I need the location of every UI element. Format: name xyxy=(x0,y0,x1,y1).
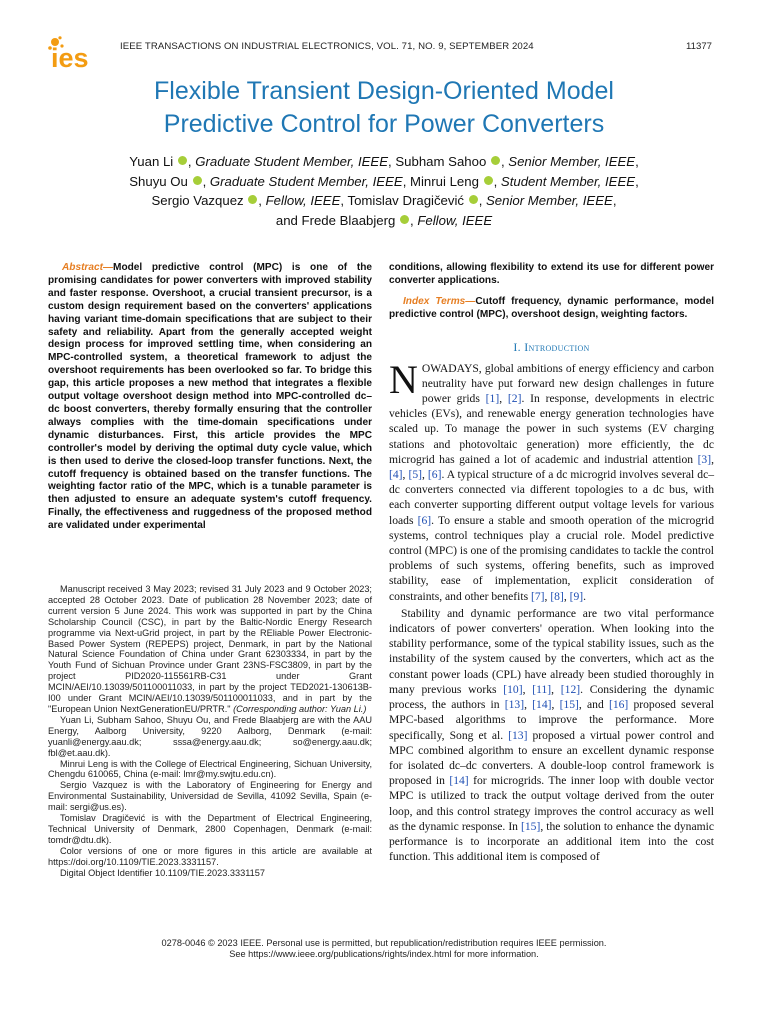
author-name: Minrui Leng xyxy=(410,173,479,189)
orcid-icon[interactable] xyxy=(484,176,493,185)
citation-link[interactable]: [13] xyxy=(504,698,525,712)
citation-link[interactable]: [10] xyxy=(503,682,523,696)
citation-link[interactable]: [6] xyxy=(427,468,442,482)
abstract xyxy=(48,262,372,533)
page-number: 11377 xyxy=(686,41,712,52)
author-role: Senior Member, IEEE xyxy=(508,154,636,169)
citation-link[interactable]: [1] xyxy=(485,392,500,406)
section-numeral: I. xyxy=(513,339,521,354)
author-name: Shuyu Ou xyxy=(129,173,188,189)
intro-paragraph-1: NOWADAYS, global ambitions of energy efficiency and carbon neutrality have put forward new design challenges in future power grids [1], [2]. In response, developments in electric vehicles (EVs), and renewable energy generation technologies have scaled up. To manage the power in such systems (EV charging stations and photovoltaic generation) more efficiently, the dc microgrid has gained a lot of academic and industrial attention [3], [4], [5], [6]. A typical structure of a dc microgrid involves several dc–dc converters connected via different topologies to a dc bus, with each converter supporting different output voltage levels for various loads [6]. To ensure a stable and smooth operation of the microgrid systems, control techniques play a crucial role. Model predictive control (MPC) is one of the promising candidates to tackle the control problems of such systems, offering benefits, such as improved stability, ease of implementation, explicit consideration of constraints, and other benefits [7], [8], [9]. xyxy=(389,356,715,603)
citation-link[interactable]: [7] xyxy=(530,589,545,603)
intro-paragraph-2: Stability and dynamic performance are two vital performance indicators of power converters' operation. When looking into the stability performance, some of the typical stability issues, such as the instability of the system caused by the converters, which act as the constant power loads (CPL) have already been studied thoroughly in many previous works [10], [11], [12]. Considering the dynamic process, the authors in [13], [14], [15], and [16] proposed several MPC-based algorithms to improve the performance. More specifically, Song et al. [13] proposed a virtual power control and MPC combined algorithm to ensure an excellent dynamic response for isolated dc–dc converters. A double-loop control framework is proposed in [14] for microgrids. The inner loop with double vector MPC is utilized to track the output voltage derived from the outer loop, and this control strategy improves the control accuracy as well as the dynamic response. In [15], the solution to enhance the dynamic performance is to incorporate an additional item into the cost function. This additional item is composed of xyxy=(389,606,715,864)
author-line-3: Sergio Vazquez , Fellow, IEEE, Tomislav Dragičević , Senior Member, IEEE, xyxy=(151,193,617,208)
citation-link[interactable]: [8] xyxy=(550,589,564,603)
index-terms-text: Cutoff frequency, dynamic performance, model predictive control (MPC), overshoot design, weighting factors. xyxy=(389,295,715,320)
copyright-line-1: 0278-0046 © 2023 IEEE. Personal use is permitted, but republication/redistribution requires IEEE permission. xyxy=(161,938,607,948)
orcid-icon[interactable] xyxy=(491,156,500,165)
section-heading-introduction xyxy=(389,340,714,355)
author-role: Fellow, IEEE xyxy=(417,212,493,228)
citation-link[interactable]: [3] xyxy=(697,452,712,466)
ies-logo xyxy=(48,36,106,70)
right-column xyxy=(389,262,714,864)
drop-cap: N xyxy=(389,356,418,402)
citation-link[interactable]: [12] xyxy=(560,682,581,696)
journal-name: IEEE TRANSACTIONS ON INDUSTRIAL ELECTRONICS, VOL. 71, NO. 9, SEPTEMBER 2024 xyxy=(120,41,534,52)
author-role: Fellow, IEEE xyxy=(265,193,341,208)
citation-link[interactable]: [15] xyxy=(521,819,541,833)
citation-link[interactable]: [15] xyxy=(559,698,579,712)
author-name: Yuan Li xyxy=(129,154,174,169)
author-name: Subham Sahoo xyxy=(395,154,487,169)
author-role: Senior Member, IEEE xyxy=(486,193,613,208)
citation-link[interactable]: [2] xyxy=(507,392,522,406)
orcid-icon[interactable] xyxy=(400,215,409,224)
author-role: Graduate Student Member, IEEE xyxy=(209,173,403,189)
title-line-1: Flexible Transient Design-Oriented Model xyxy=(154,77,614,105)
footnote-manuscript: Manuscript received 3 May 2023; revised 31 July 2023 and 9 October 2023; accepted 28 October 2023. Date of publication 28 November 2023; date of current version 5 June 2024. This work was supported in part by the China Scholarship Council (CSC), in part by the Baltic-Nordic Energy Research programme via Next-uGrid project, in part by the REliable Power Electronic-Based Power System (REPEPS) project, Denmark, in part by the National Natural Science Foundation of China under Grant 62303334, in part by the Youth Fund of Sichuan Province under Grant 23NS-FSC3809, in part by the project PID2020-115561RB-C31 under Grant MCIN/AEI/10.13039/501100011033, in part by the project TED2021-130613B-I00 under Grant MCIN/AEI/10.13039/501100011033, and in part by the "European Union NextGenerationEU/PRTR." (Corresponding author: Yuan Li.) xyxy=(48,584,372,714)
left-column xyxy=(48,262,372,533)
section-title: Introduction xyxy=(524,339,590,354)
author-name: Tomislav Dragičević xyxy=(347,193,465,208)
footnote-affiliation: Tomislav Dragičević is with the Department of Electrical Engineering, Technical University of Denmark, 2800 Copenhagen, Denmark (e-mail: tomdr@dtu.dk). xyxy=(48,813,372,845)
footnote-color-versions: Color versions of one or more figures in this article are available at https://doi.org/10.1109/TIE.2023.3331157. xyxy=(48,845,372,867)
page-header xyxy=(48,36,720,70)
author-name: Sergio Vazquez xyxy=(151,193,244,208)
footnote-affiliation: Sergio Vazquez is with the Laboratory of Engineering for Energy and Environmental Sustainability, Universidad de Sevilla, 41092 Sevilla, Spain (e-mail: sergi@us.es). xyxy=(48,780,372,813)
author-name: and Frede Blaabjerg xyxy=(275,212,396,228)
citation-link[interactable]: [14] xyxy=(449,774,469,788)
author-list xyxy=(50,152,718,230)
copyright-line-2: See https://www.ieee.org/publications/rights/index.html for more information. xyxy=(229,949,539,959)
citation-link[interactable]: [5] xyxy=(408,468,422,482)
corresponding-author: (Corresponding author: Yuan Li.) xyxy=(233,703,367,714)
orcid-icon[interactable] xyxy=(469,195,478,204)
author-role: Student Member, IEEE xyxy=(500,173,636,189)
footnotes xyxy=(48,584,372,878)
orcid-icon[interactable] xyxy=(193,176,202,185)
citation-link[interactable]: [6] xyxy=(417,513,432,527)
citation-link[interactable]: [9] xyxy=(569,589,584,603)
orcid-icon[interactable] xyxy=(248,195,257,204)
citation-link[interactable]: [11] xyxy=(532,682,552,696)
author-line-2: Shuyu Ou , Graduate Student Member, IEEE, Minrui Leng , Student Member, IEEE, xyxy=(129,173,639,189)
citation-link[interactable]: [16] xyxy=(608,698,629,712)
author-role: Graduate Student Member, IEEE xyxy=(195,154,389,169)
title-line-2: Predictive Control for Power Converters xyxy=(163,110,605,138)
abstract-continued: conditions, allowing flexibility to extend its use for different power converter applications. xyxy=(389,262,714,286)
abstract-lead: Abstract— xyxy=(62,262,114,273)
citation-link[interactable]: [4] xyxy=(389,468,403,482)
author-line-1: Yuan Li , Graduate Student Member, IEEE, Subham Sahoo , Senior Member, IEEE, xyxy=(129,154,639,169)
paper-title xyxy=(40,75,728,141)
footnote-affiliation: Yuan Li, Subham Sahoo, Shuyu Ou, and Frede Blaabjerg are with the AAU Energy, Aalborg University, 9220 Aalborg, Denmark (e-mail: yuanli@energy.aau.dk; sssa@energy.aau.dk; so@energy.aau.dk; fbl@et.aau.dk). xyxy=(48,714,372,758)
index-terms-lead: Index Terms— xyxy=(403,295,476,307)
copyright-notice xyxy=(40,938,728,960)
citation-link[interactable]: [14] xyxy=(532,698,552,712)
author-line-4: and Frede Blaabjerg , Fellow, IEEE xyxy=(275,212,493,228)
citation-link[interactable]: [13] xyxy=(508,728,528,742)
abstract-text: Model predictive control (MPC) is one of the promising candidates for power converters with improved stability and faster response. Overshoot, a crucial transient precursor, is a custom design requirement based on the converters' applications having variant time-domain specifications that are subject to their safety and reliability. Apart from the generally accepted weight design process for improved settling time, when considering an MPC-controlled system, a theoretical framework to adjust the overshoot requirements has been overlooked so far. To bridge this gap, this article proposes a new method that integrates a flexible output voltage overshoot design method into MPC-controlled dc–dc boost converters, thereby formally ensuring that the controller always complies with the time-domain specifications under dynamic disturbances. First, this article provides the MPC controller's model by deriving the optimal duty cycle value, which is then used to derive the closed-loop transfer functions. Next, the cutoff frequency is obtained based on the transfer functions. The weighting factor ratio of the MPC, which is a tunable parameter is then adjusted to ensure an adequate system's cutoff frequency. Finally, the effectiveness and ruggedness of the proposed method are validated under experimental xyxy=(48,262,372,532)
footnote-doi: Digital Object Identifier 10.1109/TIE.2023.3331157 xyxy=(60,867,265,878)
logo-text: ies xyxy=(51,43,89,70)
footnote-affiliation: Minrui Leng is with the College of Electrical Engineering, Sichuan University, Chengdu 610065, China (e-mail: lmr@my.swjtu.edu.cn). xyxy=(48,758,372,780)
index-terms xyxy=(389,296,714,322)
orcid-icon[interactable] xyxy=(178,156,187,165)
